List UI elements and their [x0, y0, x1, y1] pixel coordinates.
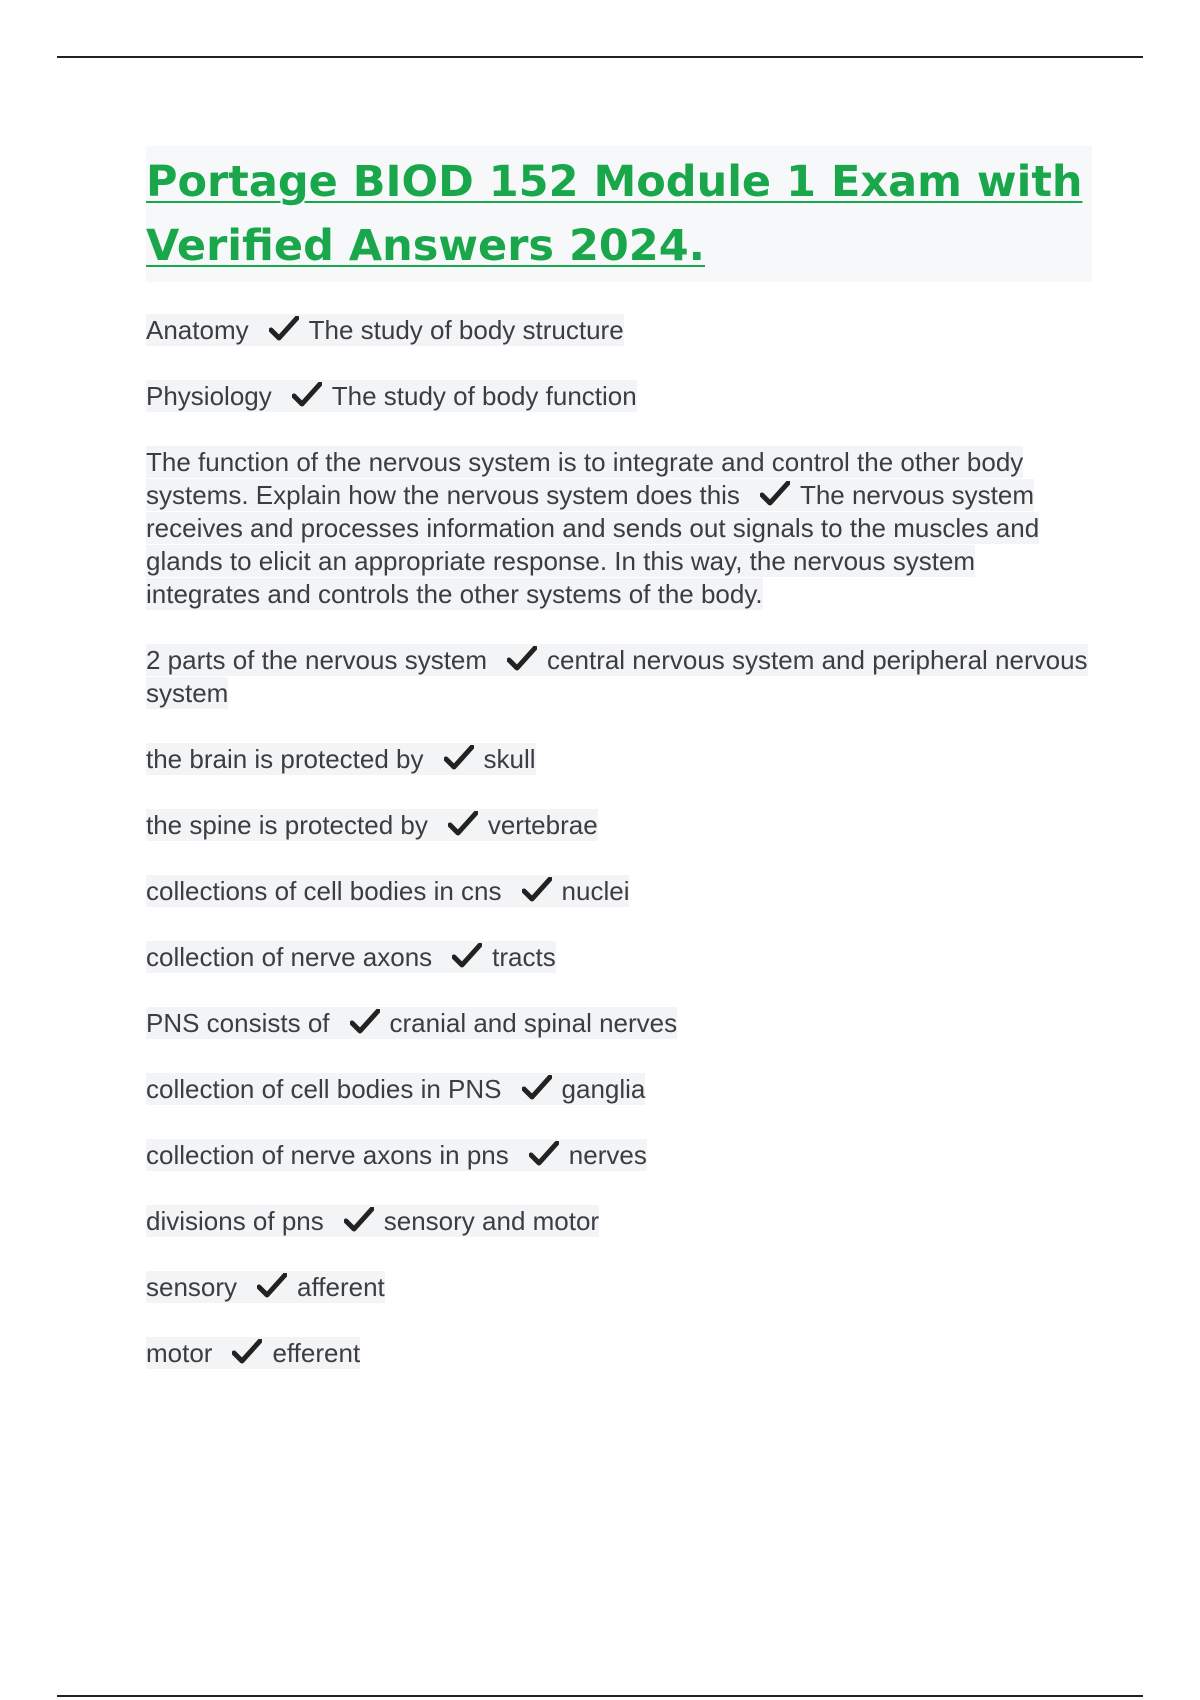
qa-item	[146, 314, 1092, 347]
qa-item	[146, 941, 1092, 974]
title-box	[146, 146, 1092, 282]
answer: ganglia	[561, 1074, 646, 1104]
question: PNS consists of	[146, 1008, 330, 1038]
check-icon	[522, 877, 552, 903]
answer: The nervous system receives and processes information and sends out signals to the muscles and glands to elicit an appropriate response. In this way, the nervous system integrates and controls the other systems of the body.	[146, 480, 1040, 609]
qa-item	[146, 1337, 1092, 1370]
qa-item	[146, 809, 1092, 842]
qa-list	[146, 314, 1092, 1370]
check-icon	[257, 1273, 287, 1299]
check-icon	[350, 1009, 380, 1035]
check-icon	[507, 646, 537, 672]
check-icon	[232, 1339, 262, 1365]
check-icon	[522, 1075, 552, 1101]
document-body	[146, 146, 1092, 1403]
check-icon	[344, 1207, 374, 1233]
question: 2 parts of the nervous system	[146, 645, 488, 675]
answer: nerves	[568, 1140, 647, 1170]
bottom-rule	[57, 1695, 1143, 1697]
check-icon	[448, 811, 478, 837]
answer: skull	[483, 744, 536, 774]
question: The function of the nervous system is to integrate and control the other body systems. Explain how the nervous system does this	[146, 447, 1024, 510]
question: collection of nerve axons	[146, 942, 433, 972]
page-title: Portage BIOD 152 Module 1 Exam with Verified Answers 2024.	[146, 157, 1083, 271]
answer: nuclei	[561, 876, 630, 906]
question: collections of cell bodies in cns	[146, 876, 502, 906]
question: collection of nerve axons in pns	[146, 1140, 509, 1170]
question: collection of cell bodies in PNS	[146, 1074, 502, 1104]
answer: central nervous system and peripheral nervous system	[146, 645, 1088, 708]
answer: sensory and motor	[383, 1206, 600, 1236]
top-rule	[57, 56, 1143, 58]
check-icon	[292, 382, 322, 408]
question: Anatomy	[146, 315, 249, 345]
answer: The study of body function	[331, 381, 637, 411]
qa-item	[146, 1139, 1092, 1172]
qa-item	[146, 446, 1092, 611]
qa-item	[146, 875, 1092, 908]
answer: vertebrae	[487, 810, 598, 840]
question: the spine is protected by	[146, 810, 428, 840]
check-icon	[529, 1141, 559, 1167]
answer: efferent	[272, 1338, 361, 1368]
qa-item	[146, 644, 1092, 710]
check-icon	[444, 745, 474, 771]
check-icon	[269, 316, 299, 342]
question: the brain is protected by	[146, 744, 424, 774]
question: sensory	[146, 1272, 238, 1302]
qa-item	[146, 1073, 1092, 1106]
answer: The study of body structure	[308, 315, 624, 345]
answer: cranial and spinal nerves	[389, 1008, 678, 1038]
answer: afferent	[297, 1272, 385, 1302]
check-icon	[760, 481, 790, 507]
qa-item	[146, 380, 1092, 413]
qa-item	[146, 1271, 1092, 1304]
question: divisions of pns	[146, 1206, 324, 1236]
question: Physiology	[146, 381, 272, 411]
qa-item	[146, 1007, 1092, 1040]
question: motor	[146, 1338, 213, 1368]
qa-item	[146, 1205, 1092, 1238]
qa-item	[146, 743, 1092, 776]
check-icon	[452, 943, 482, 969]
answer: tracts	[492, 942, 556, 972]
